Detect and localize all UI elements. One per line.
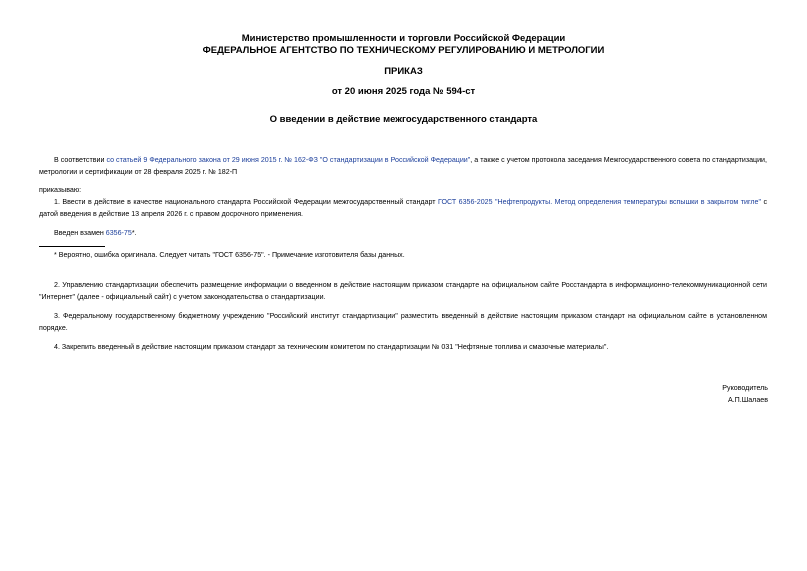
signature-position: Руководитель — [722, 384, 768, 392]
footnote-text: * Вероятно, ошибка оригинала. Следует читать "ГОСТ 6356-75". - Примечание изготовителя базы данных. — [54, 251, 405, 259]
standard-link[interactable]: ГОСТ 6356-2025 "Нефтепродукты. Метод определения температуры вспышки в закрытом тигле" — [438, 198, 761, 206]
item-3-paragraph: 3. Федеральному государственному бюджетному учреждению "Российский институт стандартизации" разместить введенный в действие настоящим приказом стандарт на официальном сайте в установленном порядке. — [39, 312, 767, 332]
item-4-paragraph: 4. Закрепить введенный в действие настоящим приказом стандарт за техническим комитетом по стандартизации № 031 "Нефтяные топлива и смазочные материалы". — [54, 343, 609, 351]
ministry-name: Министерство промышленности и торговли Российской Федерации — [241, 33, 566, 44]
agency-name: ФЕДЕРАЛЬНОЕ АГЕНТСТВО ПО ТЕХНИЧЕСКОМУ РЕГУЛИРОВАНИЮ И МЕТРОЛОГИИ — [202, 45, 605, 56]
preamble-lead: В соответствии — [54, 156, 107, 164]
order-word: приказываю: — [39, 186, 82, 194]
preamble-tail: , а также с учетом протокола заседания Межгосударственного совета по стандартизации, метрологии и сертификации от 28 февраля 2025 г. № 182-П — [39, 156, 767, 176]
document-title: О введении в действие межгосударственного стандарта — [269, 114, 538, 125]
item-1-paragraph — [39, 196, 767, 220]
law-link[interactable]: со статьей 9 Федерального закона от 29 июня 2015 г. № 162-ФЗ "О стандартизации в Российской Федерации" — [106, 156, 471, 164]
replacement-line — [39, 227, 767, 239]
replaced-standard-link[interactable]: 6356-75 — [105, 229, 132, 237]
replacement-tail: *. — [131, 229, 137, 237]
item-1-lead: 1. Ввести в действие в качестве национального стандарта Российской Федерации межгосударственный стандарт — [54, 198, 438, 206]
preamble-paragraph — [39, 154, 767, 178]
document-type: ПРИКАЗ — [384, 66, 423, 77]
item-1-tail: с датой введения в действие 13 апреля 2026 г. с правом досрочного применения. — [39, 198, 767, 218]
document-date-number: от 20 июня 2025 года № 594-ст — [331, 86, 476, 97]
footnote-divider — [39, 246, 105, 247]
replacement-lead: Введен взамен — [54, 229, 106, 237]
item-2-paragraph: 2. Управлению стандартизации обеспечить размещение информации о введенном в действие настоящим приказом стандарте на официальном сайте Росстандарта в информационно-телекоммуникационной сети "Интернет" (далее - официальный сайт) с учетом законодательства о стандартизации. — [39, 281, 767, 301]
signature-name: А.П.Шалаев — [727, 396, 768, 404]
